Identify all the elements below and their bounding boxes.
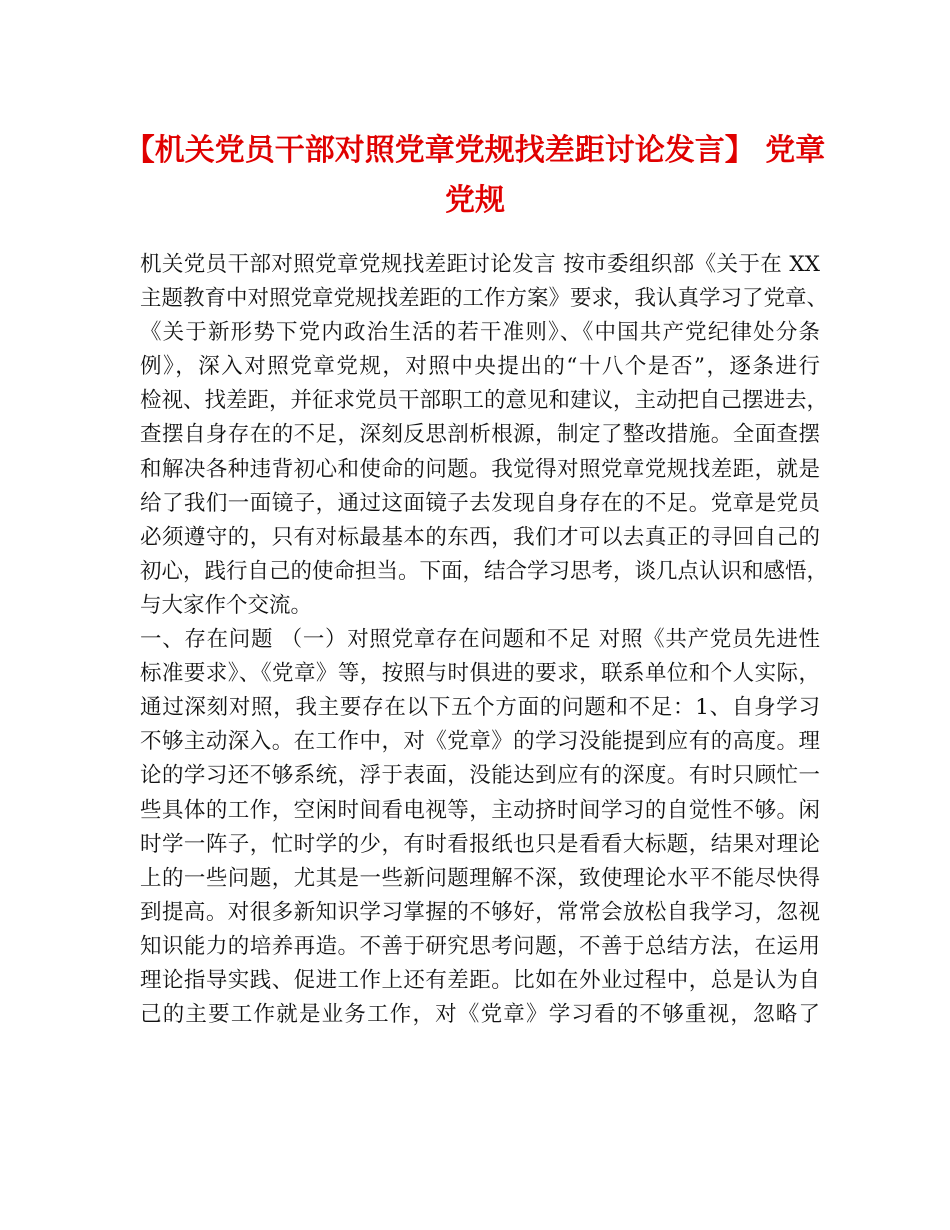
- body-line: 主题教育中对照党章党规找差距的工作方案》要求，我认真学习了党章、: [140, 286, 829, 312]
- body-line: 例》，深入对照党章党规，对照中央提出的“十八个是否”，逐条进行: [140, 354, 820, 380]
- body-line: 查摆自身存在的不足，深刻反思剖析根源，制定了整改措施。全面查摆: [140, 422, 820, 448]
- body-line: 给了我们一面镜子，通过这面镜子去发现自身存在的不足。党章是党员: [140, 490, 820, 516]
- body-line: 和解决各种违背初心和使命的问题。我觉得对照党章党规找差距，就是: [140, 456, 820, 482]
- title-line: 党规: [445, 183, 505, 218]
- body-line: 与大家作个交流。: [140, 592, 313, 618]
- body-line: 些具体的工作，空闲时间看电视等，主动挤时间学习的自觉性不够。闲: [140, 797, 820, 823]
- body-line: 上的一些问题，尤其是一些新问题理解不深，致使理论水平不能尽快得: [140, 865, 820, 891]
- body-line: 时学一阵子，忙时学的少，有时看报纸也只是看看大标题，结果对理论: [140, 831, 820, 857]
- document-body: [140, 248, 829, 1032]
- body-line: 初心，践行自己的使命担当。下面，结合学习思考，谈几点认识和感悟，: [140, 558, 829, 584]
- body-line: 论的学习还不够系统，浮于表面，没能达到应有的深度。有时只顾忙一: [140, 763, 820, 789]
- body-line: 标准要求》、《党章》等，按照与时俱进的要求，联系单位和个人实际，: [140, 661, 820, 687]
- body-line: 己的主要工作就是业务工作，对《党章》学习看的不够重视，忽略了: [140, 1002, 820, 1028]
- body-line: 知识能力的培养再造。不善于研究思考问题，不善于总结方法，在运用: [140, 933, 820, 959]
- body-line: 通过深刻对照，我主要存在以下五个方面的问题和不足：1、自身学习: [140, 695, 820, 721]
- body-line: 《关于新形势下党内政治生活的若干准则》、《中国共产党纪律处分条: [140, 320, 820, 346]
- body-line: 不够主动深入。在工作中，对《党章》的学习没能提到应有的高度。理: [140, 729, 820, 755]
- body-line: 机关党员干部对照党章党规找差距讨论发言 按市委组织部《关于在 XX: [140, 252, 820, 277]
- body-line: 必须遵守的，只有对标最基本的东西，我们才可以去真正的寻回自己的: [140, 524, 820, 550]
- body-line: 理论指导实践、促进工作上还有差距。比如在外业过程中，总是认为自: [140, 967, 820, 993]
- body-line: 一、存在问题 （一）对照党章存在问题和不足 对照《共产党员先进性: [140, 627, 820, 653]
- title-line: 【机关党员干部对照党章党规找差距讨论发言】 党章: [124, 133, 826, 168]
- document-title: [120, 126, 830, 226]
- body-line: 检视、找差距，并征求党员干部职工的意见和建议，主动把自己摆进去，: [140, 388, 829, 414]
- body-line: 到提高。对很多新知识学习掌握的不够好，常常会放松自我学习，忽视: [140, 899, 820, 925]
